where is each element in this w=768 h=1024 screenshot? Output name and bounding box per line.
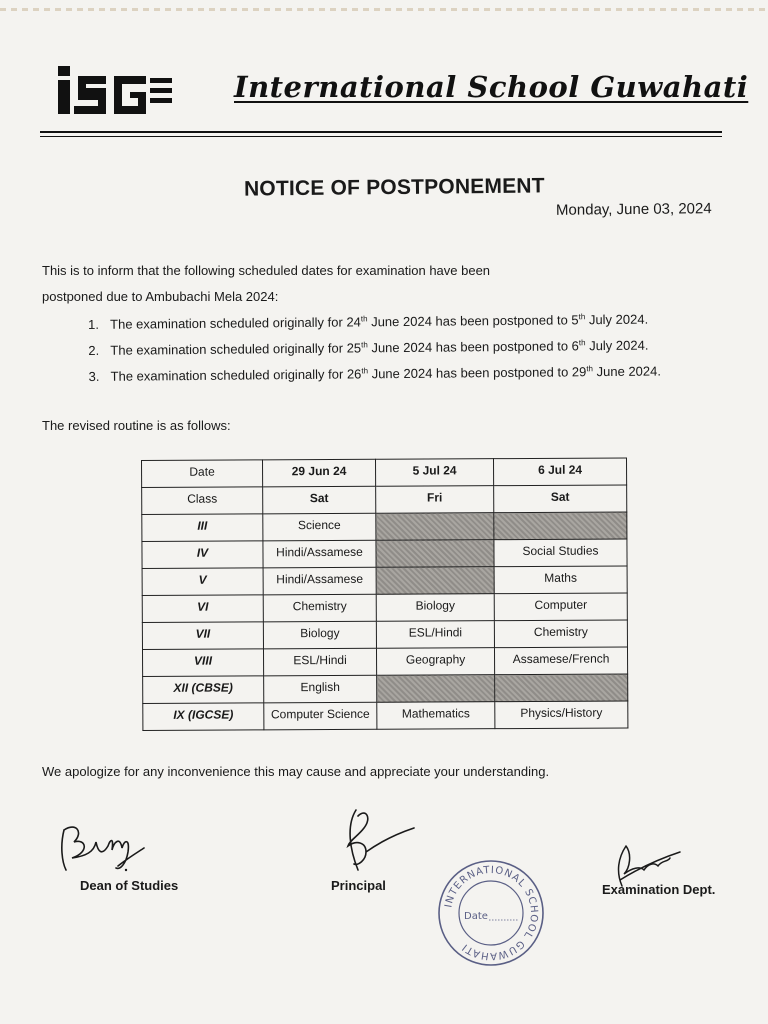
table-cell: Physics/History [495, 701, 628, 729]
table-row [142, 539, 627, 569]
routine-label: The revised routine is as follows: [42, 418, 231, 433]
letterhead [58, 62, 749, 122]
header-rule-thin [40, 136, 722, 137]
class-cell: VIII [142, 649, 263, 677]
table-cell: Biology [376, 594, 494, 622]
table-cell: Sat [263, 486, 376, 514]
routine-table [141, 457, 628, 731]
table-cell: Geography [376, 648, 494, 676]
table-row [142, 512, 627, 542]
table-cell: Maths [494, 566, 627, 594]
table-row [143, 674, 628, 704]
intro-line-1: This is to inform that the following scheduled dates for examination have been [42, 263, 491, 278]
postponement-list [88, 306, 729, 390]
notice-title: NOTICE OF POSTPONEMENT [243, 174, 545, 201]
intro-line-2: postponed due to Ambubachi Mela 2024: [42, 289, 279, 304]
class-cell: III [142, 514, 263, 542]
table-cell: 29 Jun 24 [263, 459, 376, 487]
table-cell: Chemistry [494, 620, 627, 648]
table-row [142, 647, 627, 677]
table-row [143, 701, 628, 731]
shaded-cell [376, 540, 494, 568]
school-name: International School Guwahati [234, 70, 749, 104]
table-cell: 6 Jul 24 [493, 458, 626, 486]
shaded-cell [494, 512, 627, 540]
dean-label: Dean of Studies [80, 878, 179, 893]
class-cell: IV [142, 541, 263, 569]
class-cell: IX (IGCSE) [143, 703, 264, 731]
stamp-ring-text: INTERNATIONAL SCHOOL GUWAHATI [443, 864, 540, 962]
list-item: 3. The examination scheduled originally for 26th June 2024 has been postponed to 29th June 2024. [88, 363, 662, 384]
table-cell: Fri [376, 486, 494, 514]
table-cell: Mathematics [377, 702, 495, 730]
table-row [142, 593, 627, 623]
table-cell: Hindi/Assamese [263, 540, 376, 568]
table-row [142, 620, 627, 650]
isg-logo [58, 66, 174, 114]
table-cell: Biology [263, 621, 376, 649]
table-cell: Social Studies [494, 539, 627, 567]
stamp-date-label: Date [464, 911, 488, 922]
shaded-cell [377, 675, 495, 703]
table-cell: Hindi/Assamese [263, 567, 376, 595]
apology-text: We apologize for any inconvenience this may cause and appreciate your understanding. [42, 764, 550, 779]
shaded-cell [376, 567, 494, 595]
table-cell: Sat [494, 485, 627, 513]
school-stamp [436, 858, 546, 968]
table-cell: 5 Jul 24 [375, 459, 493, 487]
table-cell: Class [142, 487, 263, 515]
table-cell: English [264, 675, 377, 703]
table-row [142, 458, 627, 488]
principal-signature [336, 806, 420, 878]
table-cell: Computer Science [264, 702, 377, 730]
class-cell: V [142, 568, 263, 596]
dean-signature [56, 812, 156, 876]
table-cell: Assamese/French [494, 647, 627, 675]
table-row [142, 566, 627, 596]
list-item: 2. The examination scheduled originally for 25th June 2024 has been postponed to 6th July 2024. [88, 337, 649, 358]
class-cell: VI [142, 595, 263, 623]
table-cell: Chemistry [263, 594, 376, 622]
list-item: 1. The examination scheduled originally for 24th June 2024 has been postponed to 5th July 2024. [88, 311, 649, 332]
table-cell: ESL/Hindi [376, 621, 494, 649]
table-cell: ESL/Hindi [263, 648, 376, 676]
page-edge [0, 8, 768, 11]
shaded-cell [495, 674, 628, 702]
header-rule [40, 131, 722, 133]
class-cell: VII [142, 622, 263, 650]
class-cell: XII (CBSE) [143, 676, 264, 704]
svg-text:INTERNATIONAL SCHOOL GUWAHATI [443, 865, 539, 961]
shaded-cell [376, 513, 494, 541]
notice-date: Monday, June 03, 2024 [555, 200, 712, 219]
table-cell: Computer [494, 593, 627, 621]
exam-dept-label: Examination Dept. [602, 882, 716, 897]
table-cell: Date [142, 460, 263, 488]
table-cell: Science [263, 513, 376, 541]
table-row [142, 485, 627, 515]
principal-label: Principal [331, 878, 386, 893]
